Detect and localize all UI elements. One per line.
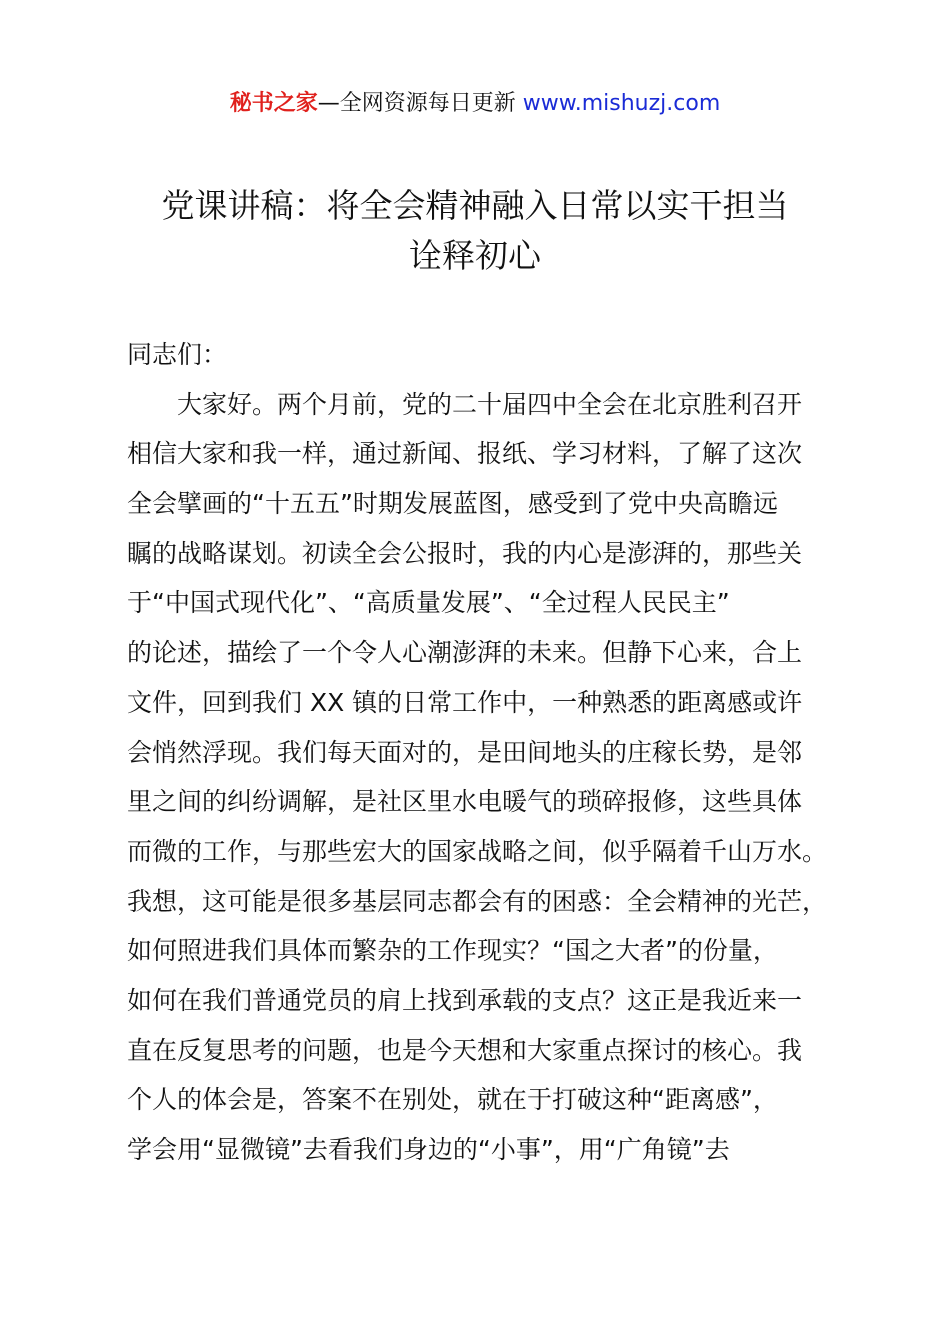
header-tagline: —全网资源每日更新 [317, 91, 523, 116]
salutation: 同志们： [127, 340, 228, 369]
site-url[interactable]: www.mishuzj.com [522, 91, 721, 116]
document-title [0, 181, 950, 281]
body-line: 相信大家和我一样，通过新闻、报纸、学习材料，了解了这次 [127, 439, 803, 469]
body-line: 瞩的战略谋划。初读全会公报时，我的内心是澎湃的，那些关 [127, 538, 803, 568]
body-line: 如何照进我们具体而繁杂的工作现实？“国之大者”的份量， [127, 936, 778, 966]
body-line: 学会用“显微镜”去看我们身边的“小事”，用“广角镜”去 [127, 1135, 730, 1164]
brand-name: 秘书之家 [229, 91, 318, 116]
document-body [127, 330, 847, 1175]
title-line-1: 党课讲稿：将全会精神融入日常以实干担当 [161, 186, 789, 225]
site-header [0, 88, 950, 120]
body-line: 如何在我们普通党员的肩上找到承载的支点？这正是我近来一 [127, 985, 803, 1015]
body-line: 而微的工作，与那些宏大的国家战略之间，似乎隔着千山万水。 [127, 836, 828, 866]
body-line: 的论述，描绘了一个令人心潮澎湃的未来。但静下心来，合上 [127, 638, 803, 668]
body-line: 大家好。两个月前，党的二十届四中全会在北京胜利召开 [177, 389, 803, 419]
body-line: 文件，回到我们 XX 镇的日常工作中，一种熟悉的距离感或许 [127, 687, 803, 717]
body-line: 个人的体会是，答案不在别处，就在于打破这种“距离感”， [127, 1085, 778, 1115]
body-line: 全会擘画的“十五五”时期发展蓝图，感受到了党中央高瞻远 [127, 489, 778, 519]
body-line: 于“中国式现代化”、“高质量发展”、“全过程人民民主” [127, 588, 730, 618]
body-line: 直在反复思考的问题，也是今天想和大家重点探讨的核心。我 [127, 1035, 803, 1065]
body-line: 会悄然浮现。我们每天面对的，是田间地头的庄稼长势，是邻 [127, 737, 803, 767]
title-line-2: 诠释初心 [409, 236, 541, 275]
body-line: 我想，这可能是很多基层同志都会有的困惑：全会精神的光芒， [127, 886, 828, 916]
body-line: 里之间的纠纷调解，是社区里水电暖气的琐碎报修，这些具体 [127, 787, 803, 817]
